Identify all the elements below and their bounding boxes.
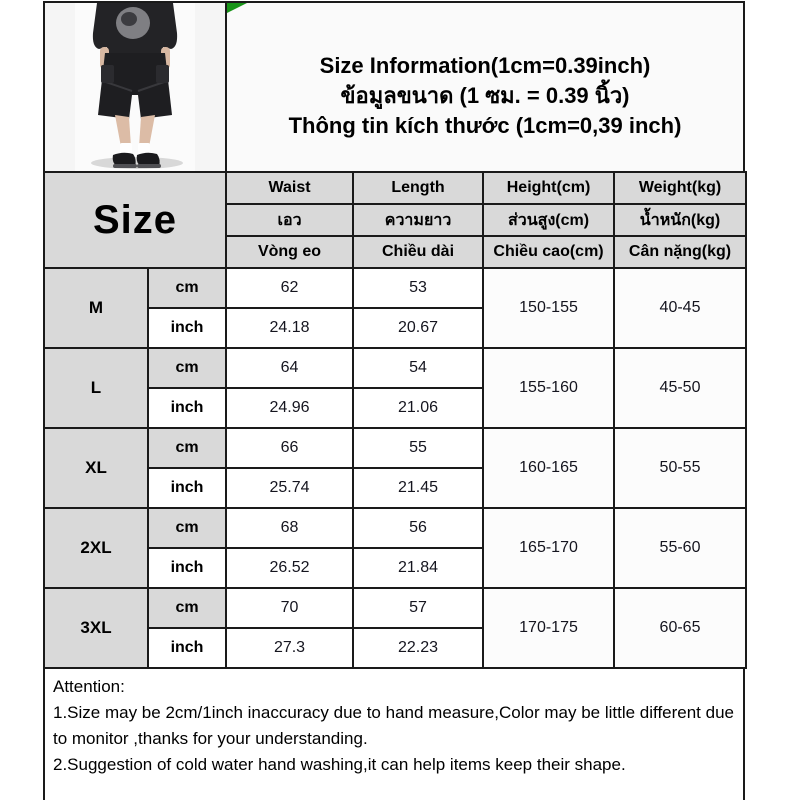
page-title-vi: Thông tin kích thước (1cm=0,39 inch)	[288, 113, 682, 138]
length-inch-value: 21.45	[353, 468, 483, 508]
length-inch-value: 21.06	[353, 388, 483, 428]
size-cell: 2XL	[44, 508, 148, 588]
length-cm-value: 56	[353, 508, 483, 548]
attention-heading: Attention:	[53, 677, 125, 696]
weight-header-vi: Cân nặng(kg)	[614, 236, 746, 268]
size-cell: XL	[44, 428, 148, 508]
green-corner-icon	[227, 3, 247, 13]
header-row-en	[44, 172, 746, 204]
waist-cm-value: 64	[226, 348, 353, 388]
weight-range-value: 40-45	[614, 268, 746, 348]
waist-header-th: เอว	[226, 204, 353, 236]
length-cm-value: 54	[353, 348, 483, 388]
height-range-value: 170-175	[483, 588, 614, 668]
waist-cm-value: 66	[226, 428, 353, 468]
waist-inch-value: 24.18	[226, 308, 353, 348]
length-inch-value: 22.23	[353, 628, 483, 668]
unit-inch-label: inch	[148, 388, 226, 428]
table-row	[44, 348, 746, 388]
length-header-vi: Chiều dài	[353, 236, 483, 268]
size-chart-content	[43, 1, 745, 800]
size-cell: L	[44, 348, 148, 428]
waist-header-en: Waist	[226, 172, 353, 204]
unit-cm-label: cm	[148, 268, 226, 308]
waist-inch-value: 24.96	[226, 388, 353, 428]
size-cell: 3XL	[44, 588, 148, 668]
unit-cm-label: cm	[148, 508, 226, 548]
size-table	[43, 171, 747, 669]
page-title-en: Size Information(1cm=0.39inch)	[319, 53, 651, 78]
length-header-th: ความยาว	[353, 204, 483, 236]
unit-cm-label: cm	[148, 428, 226, 468]
weight-range-value: 45-50	[614, 348, 746, 428]
weight-header-th: น้ำหนัก(kg)	[614, 204, 746, 236]
height-range-value: 160-165	[483, 428, 614, 508]
height-range-value: 165-170	[483, 508, 614, 588]
height-range-value: 155-160	[483, 348, 614, 428]
model-photo-illustration	[45, 3, 225, 171]
page-title-th: ข้อมูลขนาด (1 ซม. = 0.39 นิ้ว)	[340, 83, 630, 108]
waist-cm-value: 68	[226, 508, 353, 548]
height-header-en: Height(cm)	[483, 172, 614, 204]
attention-box	[43, 667, 745, 800]
waist-cm-value: 62	[226, 268, 353, 308]
attention-note-2: 2.Suggestion of cold water hand washing,it can help items keep their shape.	[53, 755, 626, 774]
length-cm-value: 53	[353, 268, 483, 308]
top-section	[43, 1, 745, 173]
size-cell: M	[44, 268, 148, 348]
length-cm-value: 57	[353, 588, 483, 628]
length-cm-value: 55	[353, 428, 483, 468]
weight-range-value: 50-55	[614, 428, 746, 508]
length-inch-value: 20.67	[353, 308, 483, 348]
waist-inch-value: 25.74	[226, 468, 353, 508]
title-block	[227, 3, 743, 171]
unit-cm-label: cm	[148, 348, 226, 388]
table-row	[44, 508, 746, 548]
product-photo	[45, 3, 227, 171]
height-range-value: 150-155	[483, 268, 614, 348]
weight-range-value: 55-60	[614, 508, 746, 588]
height-header-vi: Chiều cao(cm)	[483, 236, 614, 268]
waist-header-vi: Vòng eo	[226, 236, 353, 268]
length-inch-value: 21.84	[353, 548, 483, 588]
unit-inch-label: inch	[148, 308, 226, 348]
attention-note-1: 1.Size may be 2cm/1inch inaccuracy due to hand measure,Color may be little different due to monitor ,thanks for your understanding.	[53, 703, 734, 748]
waist-inch-value: 26.52	[226, 548, 353, 588]
unit-inch-label: inch	[148, 548, 226, 588]
waist-cm-value: 70	[226, 588, 353, 628]
table-row	[44, 428, 746, 468]
length-header-en: Length	[353, 172, 483, 204]
table-row	[44, 268, 746, 308]
unit-inch-label: inch	[148, 628, 226, 668]
weight-header-en: Weight(kg)	[614, 172, 746, 204]
table-row	[44, 588, 746, 628]
waist-inch-value: 27.3	[226, 628, 353, 668]
height-header-th: ส่วนสูง(cm)	[483, 204, 614, 236]
unit-inch-label: inch	[148, 468, 226, 508]
size-header-cell: Size	[44, 172, 226, 268]
weight-range-value: 60-65	[614, 588, 746, 668]
unit-cm-label: cm	[148, 588, 226, 628]
